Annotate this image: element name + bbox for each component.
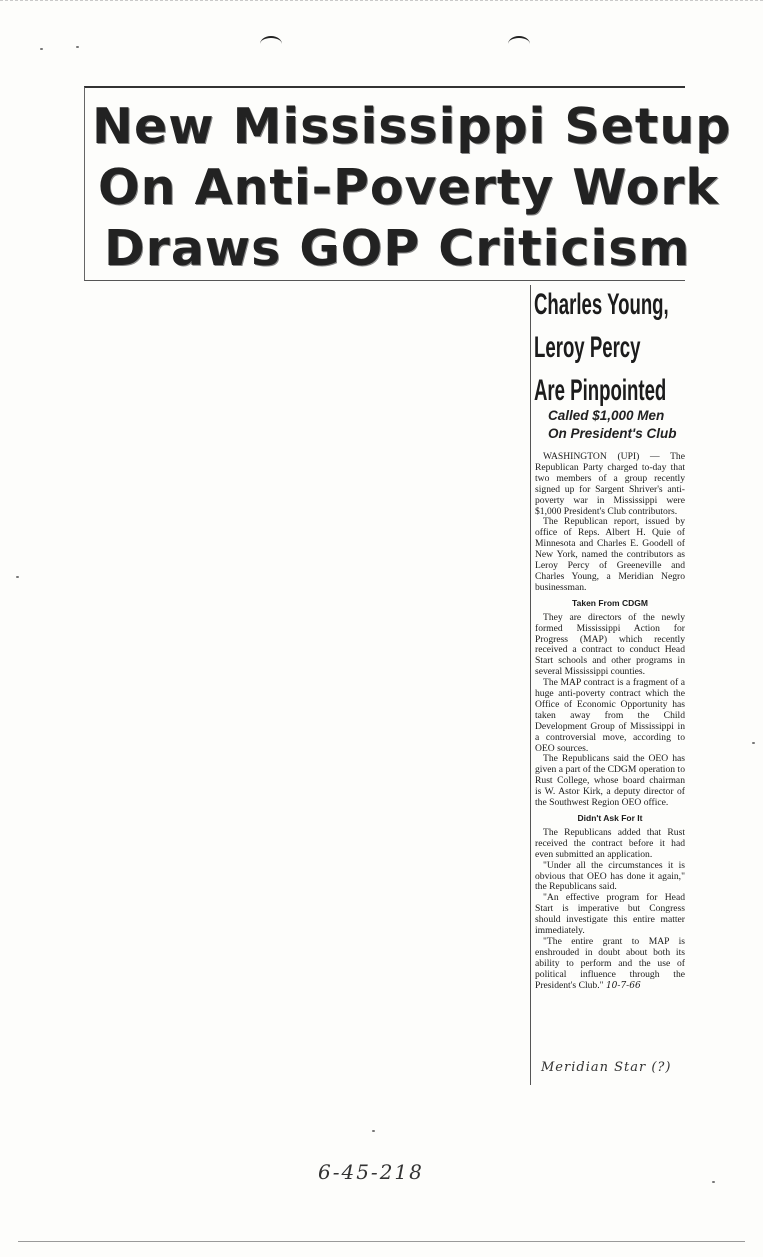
page-bottom-rule <box>18 1241 745 1242</box>
article-paragraph: The Republicans said the OEO has given a part of the CDGM operation to Rust College, whose board chairman is W. Astor Kirk, a deputy director of the Southwest Region OEO office. <box>535 753 685 809</box>
deck-line-2: On President's Club <box>548 426 677 441</box>
headline-line-1: New Mississippi Setup <box>92 98 732 155</box>
article-paragraph <box>535 937 685 992</box>
scan-speck <box>712 1181 715 1183</box>
date-note: 10-7-66 <box>605 980 641 991</box>
scan-speck <box>76 46 79 48</box>
article-paragraph: They are directors of the newly formed Mississippi Action for Progress (MAP) which recently received a contract to conduct Head Start schools and other programs in several Mississippi counties. <box>535 611 685 678</box>
subheadline-line-1: Charles Young, <box>534 288 669 321</box>
section-head: Taken From CDGM <box>572 597 648 608</box>
section-head: Didn't Ask For It <box>577 813 643 823</box>
article-paragraph: The Republicans added that Rust received the contract before it had even submitted an application. <box>535 826 685 860</box>
source-note: Meridian Star (?) <box>541 1060 672 1075</box>
headline-line-2: On Anti-Poverty Work <box>98 159 720 216</box>
punch-hole-right <box>508 36 530 52</box>
file-number: 6-45-218 <box>318 1160 424 1184</box>
column-rule <box>530 285 531 1085</box>
subheadline-line-2: Leroy Percy <box>534 331 641 364</box>
deck-line-1: Called $1,000 Men <box>548 408 665 423</box>
subheadline <box>534 283 669 412</box>
scan-speck <box>752 742 755 744</box>
article-paragraph: WASHINGTON (UPI) — The Republican Party charged to-day that two members of a group recently signed up for Sargent Shriver's anti-poverty war in Mississippi were $1,000 President's Club contributors. <box>535 451 685 517</box>
scan-speck <box>372 1130 375 1132</box>
headline-line-3: Draws GOP Criticism <box>104 220 691 277</box>
article-paragraph: "An effective program for Head Start is imperative but Congress should investigate this entire matter immediately. <box>535 892 685 937</box>
article-paragraph: The MAP contract is a fragment of a huge anti-poverty contract which the Office of Economic Opportunity has taken away from the Child Development Group of Mississippi in a controversial move, according to OEO sources. <box>535 677 685 754</box>
article-paragraph: "Under all the circumstances it is obvious that OEO has done it again," the Republicans said. <box>535 859 685 893</box>
article-closing-text: "The entire grant to MAP is enshrouded in doubt about both its ability to perform and the use of political influence through the President's Club." <box>535 935 685 991</box>
deck-headline <box>548 407 688 443</box>
article-paragraph: The Republican report, issued by office of Reps. Albert H. Quie of Minnesota and Charles E. Goodell of New York, named the contributors as Leroy Percy of Greeneville and Charles Young, a Meridian Negro businessman. <box>535 516 685 593</box>
headline <box>92 96 732 279</box>
punch-hole-left <box>260 36 282 52</box>
scan-speck <box>40 48 43 50</box>
scan-speck <box>16 576 19 578</box>
subheadline-line-3: Are Pinpointed <box>534 374 667 407</box>
article-body <box>535 452 685 992</box>
